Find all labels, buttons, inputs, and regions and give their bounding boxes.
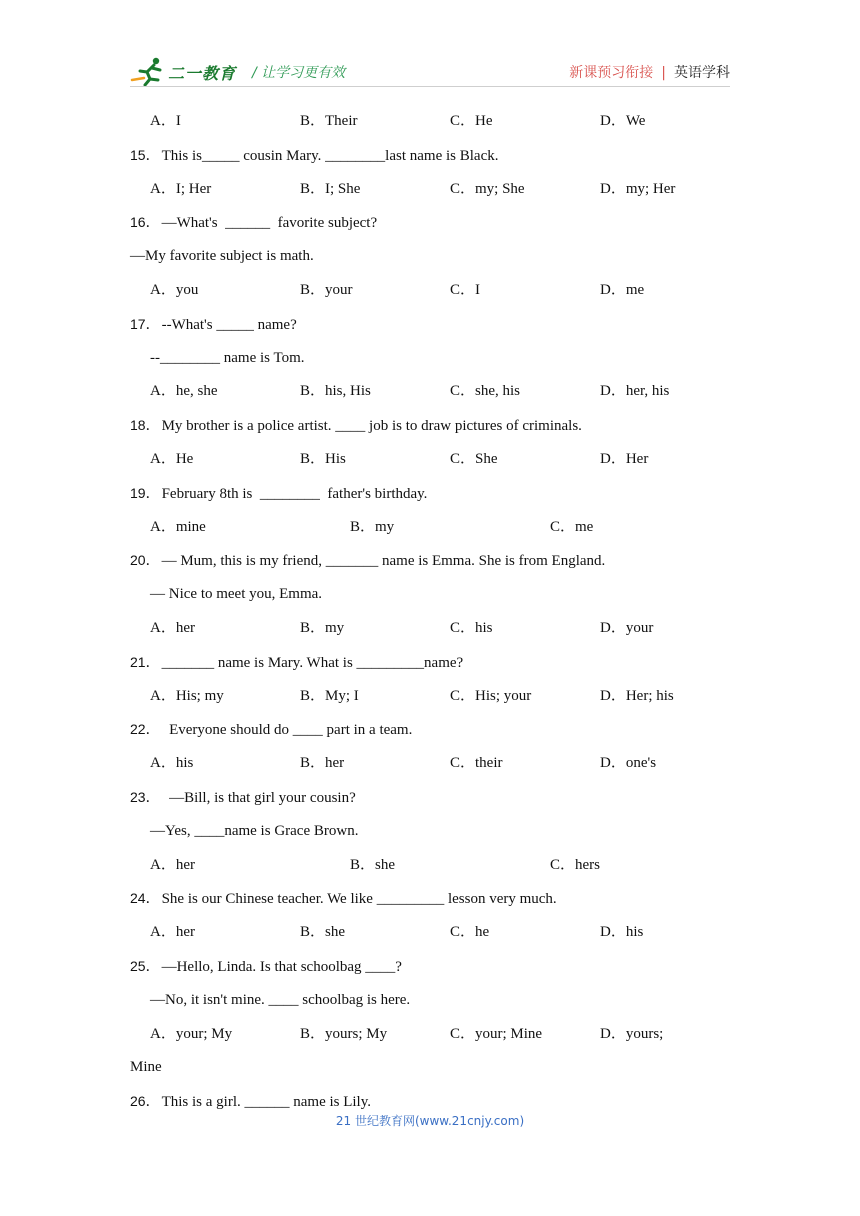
answer-option: B．she (300, 924, 346, 941)
question-stem (130, 716, 750, 750)
question-stem (130, 480, 750, 514)
answer-option: D．his (600, 924, 644, 941)
answer-option: D．Her (600, 450, 649, 467)
line-text: —My favorite subject is math. (130, 248, 314, 265)
header-slogan: / 让学习更有效 (252, 65, 346, 81)
answer-option: A．he, she (150, 383, 218, 400)
answer-option: B．his, His (300, 383, 371, 400)
question-number: 19． (130, 484, 160, 501)
runner-logo-icon (130, 56, 170, 86)
answer-option: A．you (150, 281, 199, 298)
line-text: — Nice to meet you, Emma. (150, 586, 323, 603)
answer-option: C．his (450, 619, 493, 636)
answer-option: C．I (450, 281, 481, 298)
text-line (130, 1054, 750, 1088)
dialogue-line (130, 987, 750, 1021)
question-text: This is_____ cousin Mary. ________last name is Black. (161, 147, 499, 164)
question-text: This is a girl. ______ name is Lily. (161, 1094, 371, 1111)
question-text: She is our Chinese teacher. We like _________ lesson very much. (161, 891, 557, 908)
question-stem (130, 547, 750, 581)
page-header (130, 56, 730, 88)
line-text: —Yes, ____name is Grace Brown. (150, 822, 359, 839)
answer-option: C．their (450, 755, 503, 772)
answer-option: B．her (300, 755, 345, 772)
answer-option: A．His; my (150, 687, 224, 704)
question-stem (130, 209, 750, 243)
answer-option: B．she (350, 856, 396, 873)
question-number: 20． (130, 552, 160, 569)
answer-options (130, 750, 750, 784)
question-text: February 8th is ________ father's birthday. (161, 485, 428, 502)
answer-option: B．Their (300, 113, 358, 129)
answer-option: B．my (350, 518, 395, 535)
answer-option: A．He (150, 450, 194, 467)
answer-option: D．We (600, 113, 646, 129)
course-label: 新课预习衔接 (569, 65, 654, 81)
answer-options (130, 615, 750, 649)
line-text: --________ name is Tom. (150, 349, 305, 366)
answer-option: A．your; My (150, 1025, 233, 1042)
answer-option: B．His (300, 450, 346, 467)
question-text: —Bill, is that girl your cousin? (161, 789, 356, 806)
answer-options (130, 683, 750, 717)
answer-option: A．her (150, 619, 195, 636)
question-number: 25． (130, 957, 160, 974)
answer-option: A．her (150, 924, 195, 941)
answer-options (130, 108, 750, 142)
answer-option: D．Her; his (600, 687, 674, 704)
answer-option: A．I (150, 113, 181, 129)
question-number: 23． (130, 788, 160, 805)
question-number: 21． (130, 653, 160, 670)
answer-options (130, 446, 750, 480)
question-text: My brother is a police artist. ____ job is to draw pictures of criminals. (161, 418, 582, 435)
answer-options (130, 378, 750, 412)
question-stem (130, 885, 750, 919)
answer-option: A．mine (150, 518, 206, 535)
answer-option: B．your (300, 281, 353, 298)
line-text: Mine (130, 1059, 162, 1076)
question-text: --What's _____ name? (161, 316, 297, 333)
question-number: 18． (130, 417, 160, 434)
question-number: 26． (130, 1093, 160, 1110)
text-line (130, 243, 750, 277)
answer-option: C．me (550, 518, 594, 535)
question-text: —Hello, Linda. Is that schoolbag ____? (161, 958, 402, 975)
question-stem (130, 784, 750, 818)
answer-option: B．My; I (300, 687, 359, 704)
answer-option: C．your; Mine (450, 1025, 543, 1042)
question-stem (130, 311, 750, 345)
answer-options (130, 514, 750, 548)
question-number: 15． (130, 146, 160, 163)
answer-option: A．her (150, 856, 195, 873)
answer-option: C．she, his (450, 383, 521, 400)
answer-options (130, 852, 750, 886)
answer-option: D．your (600, 619, 654, 636)
answer-option: B．I; She (300, 180, 361, 197)
answer-option: D．yours; (600, 1025, 664, 1042)
answer-option: C．hers (550, 856, 600, 873)
answer-option: D．her, his (600, 383, 670, 400)
dialogue-line (130, 345, 750, 379)
question-number: 16． (130, 214, 160, 231)
header-divider (130, 86, 730, 87)
question-list (130, 108, 750, 1122)
line-text: —No, it isn't mine. ____ schoolbag is here. (150, 991, 411, 1008)
header-subject (569, 62, 730, 82)
question-stem (130, 649, 750, 683)
question-stem (130, 953, 750, 987)
question-number: 17． (130, 315, 160, 332)
answer-option: B．yours; My (300, 1025, 388, 1042)
answer-option: C．He (450, 113, 493, 129)
header-separator: | (661, 65, 666, 81)
answer-options (130, 277, 750, 311)
subject-label: 英语学科 (674, 65, 730, 81)
question-text: — Mum, this is my friend, _______ name is Emma. She is from England. (161, 553, 606, 570)
answer-options (130, 919, 750, 953)
logo-text: 二一教育 (168, 64, 237, 83)
question-text: _______ name is Mary. What is _________name? (161, 654, 464, 671)
answer-option: A．I; Her (150, 180, 212, 197)
answer-option: D．my; Her (600, 180, 676, 197)
question-stem (130, 412, 750, 446)
dialogue-line (130, 818, 750, 852)
answer-options (130, 1021, 750, 1055)
answer-option: D．one's (600, 755, 657, 772)
answer-option: B．my (300, 619, 345, 636)
dialogue-line (130, 581, 750, 615)
answer-option: D．me (600, 281, 645, 298)
page-footer: 21 世纪教育网(www.21cnjy.com) (335, 1114, 525, 1128)
answer-option: C．His; your (450, 687, 532, 704)
answer-option: C．my; She (450, 180, 525, 197)
question-number: 22． (130, 721, 160, 738)
question-stem (130, 142, 750, 176)
question-text: Everyone should do ____ part in a team. (161, 722, 413, 739)
answer-options (130, 176, 750, 210)
answer-option: C．She (450, 450, 498, 467)
question-text: —What's ______ favorite subject? (161, 215, 378, 232)
question-number: 24． (130, 890, 160, 907)
answer-option: C．he (450, 924, 490, 941)
brand-logo (130, 56, 242, 88)
answer-option: A．his (150, 755, 194, 772)
